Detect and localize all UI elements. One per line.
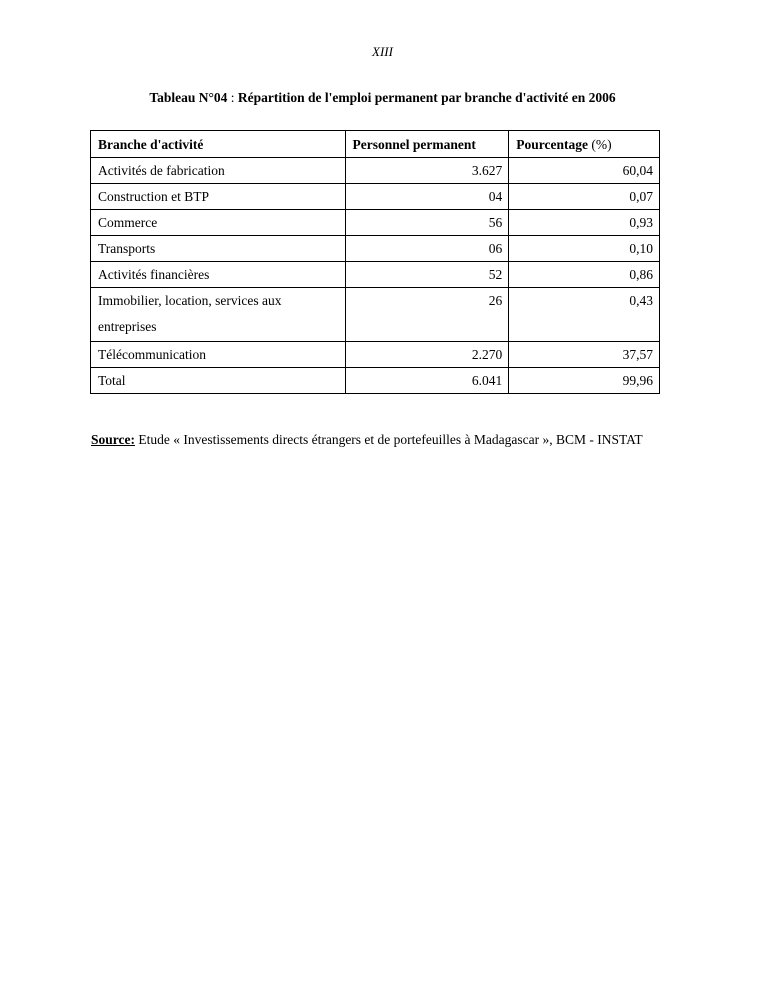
cell-percentage: 37,57: [509, 342, 660, 368]
caption-separator: :: [227, 90, 238, 105]
table-row: [91, 210, 660, 236]
cell-staff: 2.270: [345, 342, 509, 368]
header-staff: Personnel permanent: [345, 131, 509, 158]
cell-percentage: 0,10: [509, 236, 660, 262]
source-note: [91, 428, 651, 452]
cell-percentage: 60,04: [509, 158, 660, 184]
caption-title-rest: Répartition de l'emploi permanent par branche d'activité en 2006: [237, 90, 616, 105]
table-row: [91, 342, 660, 368]
table-row: [91, 158, 660, 184]
cell-branch: Télécommunication: [91, 342, 346, 368]
table-row: [91, 184, 660, 210]
table-row: [91, 262, 660, 288]
cell-percentage: 0,07: [509, 184, 660, 210]
cell-branch: Total: [91, 368, 346, 394]
caption-title-bold: Tableau N°04: [149, 90, 228, 105]
table-header-row: [91, 131, 660, 158]
table-row: [91, 288, 660, 342]
cell-branch: Construction et BTP: [91, 184, 346, 210]
cell-percentage: 0,86: [509, 262, 660, 288]
table-caption: [0, 90, 765, 106]
source-text: Etude « Investissements directs étrangers et de portefeuilles à Madagascar », BCM - INSTAT: [135, 432, 643, 447]
cell-staff: 6.041: [345, 368, 509, 394]
header-percentage-unit: (%): [591, 137, 612, 152]
cell-percentage: 0,43: [509, 288, 660, 342]
cell-staff: 3.627: [345, 158, 509, 184]
source-label: Source:: [91, 432, 135, 447]
cell-branch: Immobilier, location, services aux entreprises: [91, 288, 346, 342]
cell-branch: Commerce: [91, 210, 346, 236]
cell-staff: 04: [345, 184, 509, 210]
cell-branch: Activités de fabrication: [91, 158, 346, 184]
page-number: XIII: [372, 44, 393, 59]
cell-staff: 56: [345, 210, 509, 236]
cell-branch: Activités financières: [91, 262, 346, 288]
table-row: [91, 236, 660, 262]
header-percentage-label: Pourcentage: [516, 137, 592, 152]
header-branch: Branche d'activité: [91, 131, 346, 158]
cell-staff: 52: [345, 262, 509, 288]
cell-staff: 06: [345, 236, 509, 262]
header-percentage: [509, 131, 660, 158]
cell-percentage: 99,96: [509, 368, 660, 394]
table-row-total: [91, 368, 660, 394]
cell-percentage: 0,93: [509, 210, 660, 236]
employment-table: [90, 130, 660, 394]
cell-staff: 26: [345, 288, 509, 342]
cell-branch: Transports: [91, 236, 346, 262]
